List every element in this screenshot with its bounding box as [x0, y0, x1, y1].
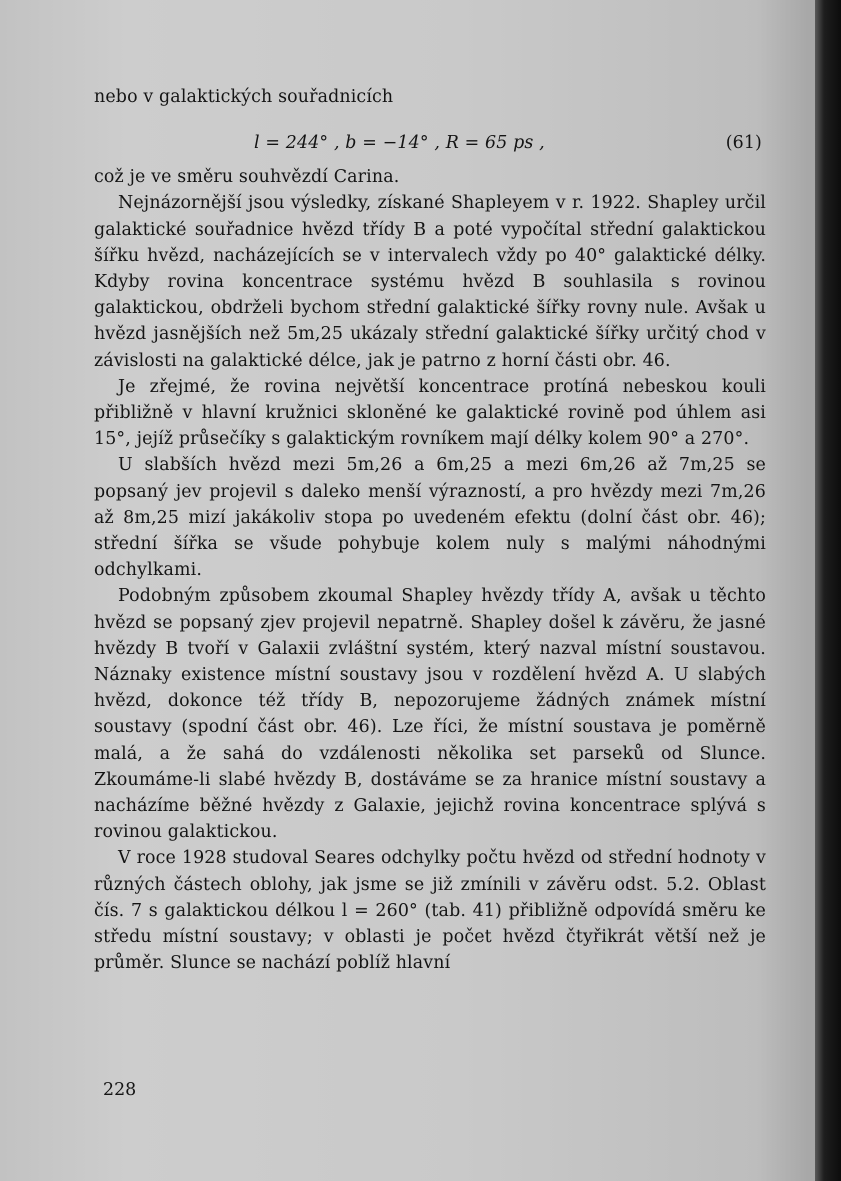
intro-line: nebo v galaktických souřadnicích [94, 87, 394, 107]
paragraph-3: Je zřejmé, že rovina největší koncentrace protíná nebeskou kouli přibližně v hlavní kružnici skloněné ke galaktické rovině pod úhlem asi 15°, jejíž průsečíky s galaktickým rovníkem mají délky kolem 90° a 270°. [94, 376, 766, 450]
paragraph-4: U slabších hvězd mezi 5m,26 a 6m,25 a mezi 6m,26 až 7m,25 se popsaný jev projevil s daleko menší výrazností, a pro hvězdy mezi 7m,26 až 8m,25 mizí jakákoliv stopa po uvedeném efektu (dolní část obr. 46); střední šířka se všude pohybuje kolem nuly s malými náhodnými odchylkami. [94, 455, 766, 581]
equation-61 [94, 126, 766, 156]
book-spine-shadow [815, 0, 841, 1181]
page-number: 228 [103, 1080, 137, 1100]
body-text [94, 84, 766, 977]
equation-number: (61) [725, 133, 762, 154]
paragraph-5: Podobným způsobem zkoumal Shapley hvězdy třídy A, avšak u těchto hvězd se popsaný zjev projevil nepatrně. Shapley došel k závěru, že jasné hvězdy B tvoří v Galaxii zvláštní systém, který nazval místní soustavou. Náznaky existence místní soustavy jsou v rozdělení hvězd A. U slabých hvězd, dokonce též třídy B, nepozorujeme žádných známek místní soustavy (spodní část obr. 46). Lze říci, že místní soustava je poměrně malá, a že sahá do vzdálenosti několika set parseků od Slunce. Zkoumáme-li slabé hvězdy B, dostáváme se za hranice místní soustavy a nacházíme běžné hvězdy z Galaxie, jejichž rovina koncentrace splývá s rovinou galaktickou. [94, 586, 766, 843]
paragraph-6: V roce 1928 studoval Seares odchylky počtu hvězd od střední hodnoty v různých částech oblohy, jak jsme se již zmínili v závěru odst. 5.2. Oblast čís. 7 s galaktickou délkou l = 260° (tab. 41) přibližně odpovídá směru ke středu místní soustavy; v oblasti je počet hvězd čtyřikrát větší než je průměr. Slunce se nachází poblíž hlavní [94, 848, 766, 974]
paragraph-2: Nejnázornější jsou výsledky, získané Shapleyem v r. 1922. Shapley určil galaktické souřadnice hvězd třídy B a poté vypočítal střední galaktickou šířku hvězd, nacházejících se v intervalech vždy po 40° galaktické délky. Kdyby rovina koncentrace systému hvězd B souhlasila s rovinou galaktickou, obdrželi bychom střední galaktické šířky rovny nule. Avšak u hvězd jasnějších než 5m,25 ukázaly střední galaktické šířky určitý chod v závislosti na galaktické délce, jak je patrno z horní části obr. 46. [94, 193, 766, 371]
paragraph-1: což je ve směru souhvězdí Carina. [94, 167, 400, 188]
equation-body: l = 244° , b = −14° , R = 65 ps , [254, 133, 545, 154]
